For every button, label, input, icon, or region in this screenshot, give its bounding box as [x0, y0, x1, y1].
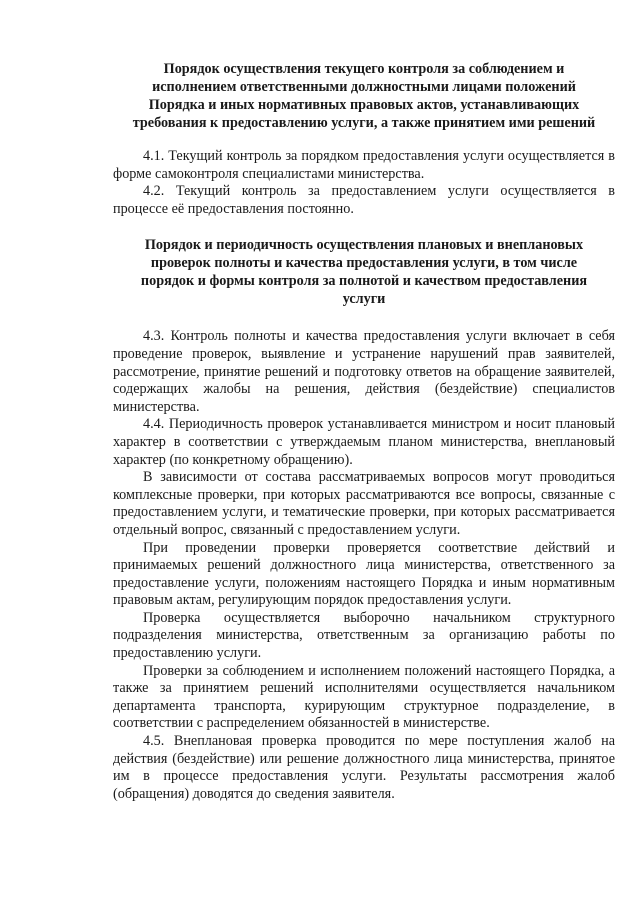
heading-line: порядок и формы контроля за полнотой и качеством предоставления: [140, 273, 588, 290]
document-page: [113, 60, 615, 803]
section-heading-current-control: [113, 60, 615, 132]
section-heading-inspections: [113, 236, 615, 308]
heading-line: исполнением ответственными должностными лицами положений: [152, 79, 576, 95]
paragraph-inspection-department: Проверки за соблюдением и исполнением положений настоящего Порядка, а также за принятием решений исполнителями осуществляется начальником департамента транспорта, курирующим структурное подразделение, в соответствии с распределением обязанностей в министерстве.: [113, 662, 615, 732]
paragraph-4-5: 4.5. Внеплановая проверка проводится по мере поступления жалоб на действия (бездействие) или решение должностного лица министерства, принятое им в процессе предоставления услуги. Результаты рассмотрения жалоб (обращения) доводятся до сведения заявителя.: [113, 733, 615, 802]
heading-line: услуги: [342, 291, 386, 308]
heading-line: Порядок осуществления текущего контроля за соблюдением и: [163, 61, 565, 77]
section-current-control-body: [113, 148, 615, 218]
paragraph-4-3: 4.3. Контроль полноты и качества предоставления услуги включает в себя проведение проверок, выявление и устранение нарушений прав заявителей, рассмотрение, принятие решений и подготовку ответов на обращение заявителей, содержащих жалобы на решения, действия (бездействие) специалистов министерства.: [113, 328, 615, 415]
heading-line: Порядка и иных нормативных правовых актов, устанавливающих: [148, 97, 580, 113]
paragraph-4-4: 4.4. Периодичность проверок устанавливается министром и носит плановый характер в соответствии с утверждаемым планом министерства, внеплановый характер (по конкретному обращению).: [113, 416, 615, 468]
heading-line: проверок полноты и качества предоставления услуги, в том числе: [150, 255, 578, 272]
paragraph-inspection-types: В зависимости от состава рассматриваемых вопросов могут проводиться комплексные проверки, при которых рассматриваются все вопросы, связанные с предоставлением услуги, и тематические проверки, при которых рассматривается отдельный вопрос, связанный с предоставлением услуги.: [113, 469, 615, 538]
paragraph-inspection-selective: Проверка осуществляется выборочно начальником структурного подразделения министерства, ответственным за организацию работы по предоставлению услуги.: [113, 609, 615, 662]
paragraph-inspection-scope: При проведении проверки проверяется соответствие действий и принимаемых решений должностного лица министерства, ответственного за предоставление услуги, положениям настоящего Порядка и иным нормативным правовым актам, регулирующим порядок предоставления услуги.: [113, 539, 615, 609]
paragraph-4-2: 4.2. Текущий контроль за предоставлением услуги осуществляется в процессе её предоставления постоянно.: [113, 183, 615, 217]
section-inspections-body: [113, 328, 615, 803]
heading-line: Порядок и периодичность осуществления плановых и внеплановых: [144, 237, 584, 254]
paragraph-4-1: 4.1. Текущий контроль за порядком предоставления услуги осуществляется в форме самоконтроля специалистами министерства.: [113, 148, 615, 182]
heading-line: требования к предоставлению услуги, а также принятием ими решений: [132, 115, 596, 131]
